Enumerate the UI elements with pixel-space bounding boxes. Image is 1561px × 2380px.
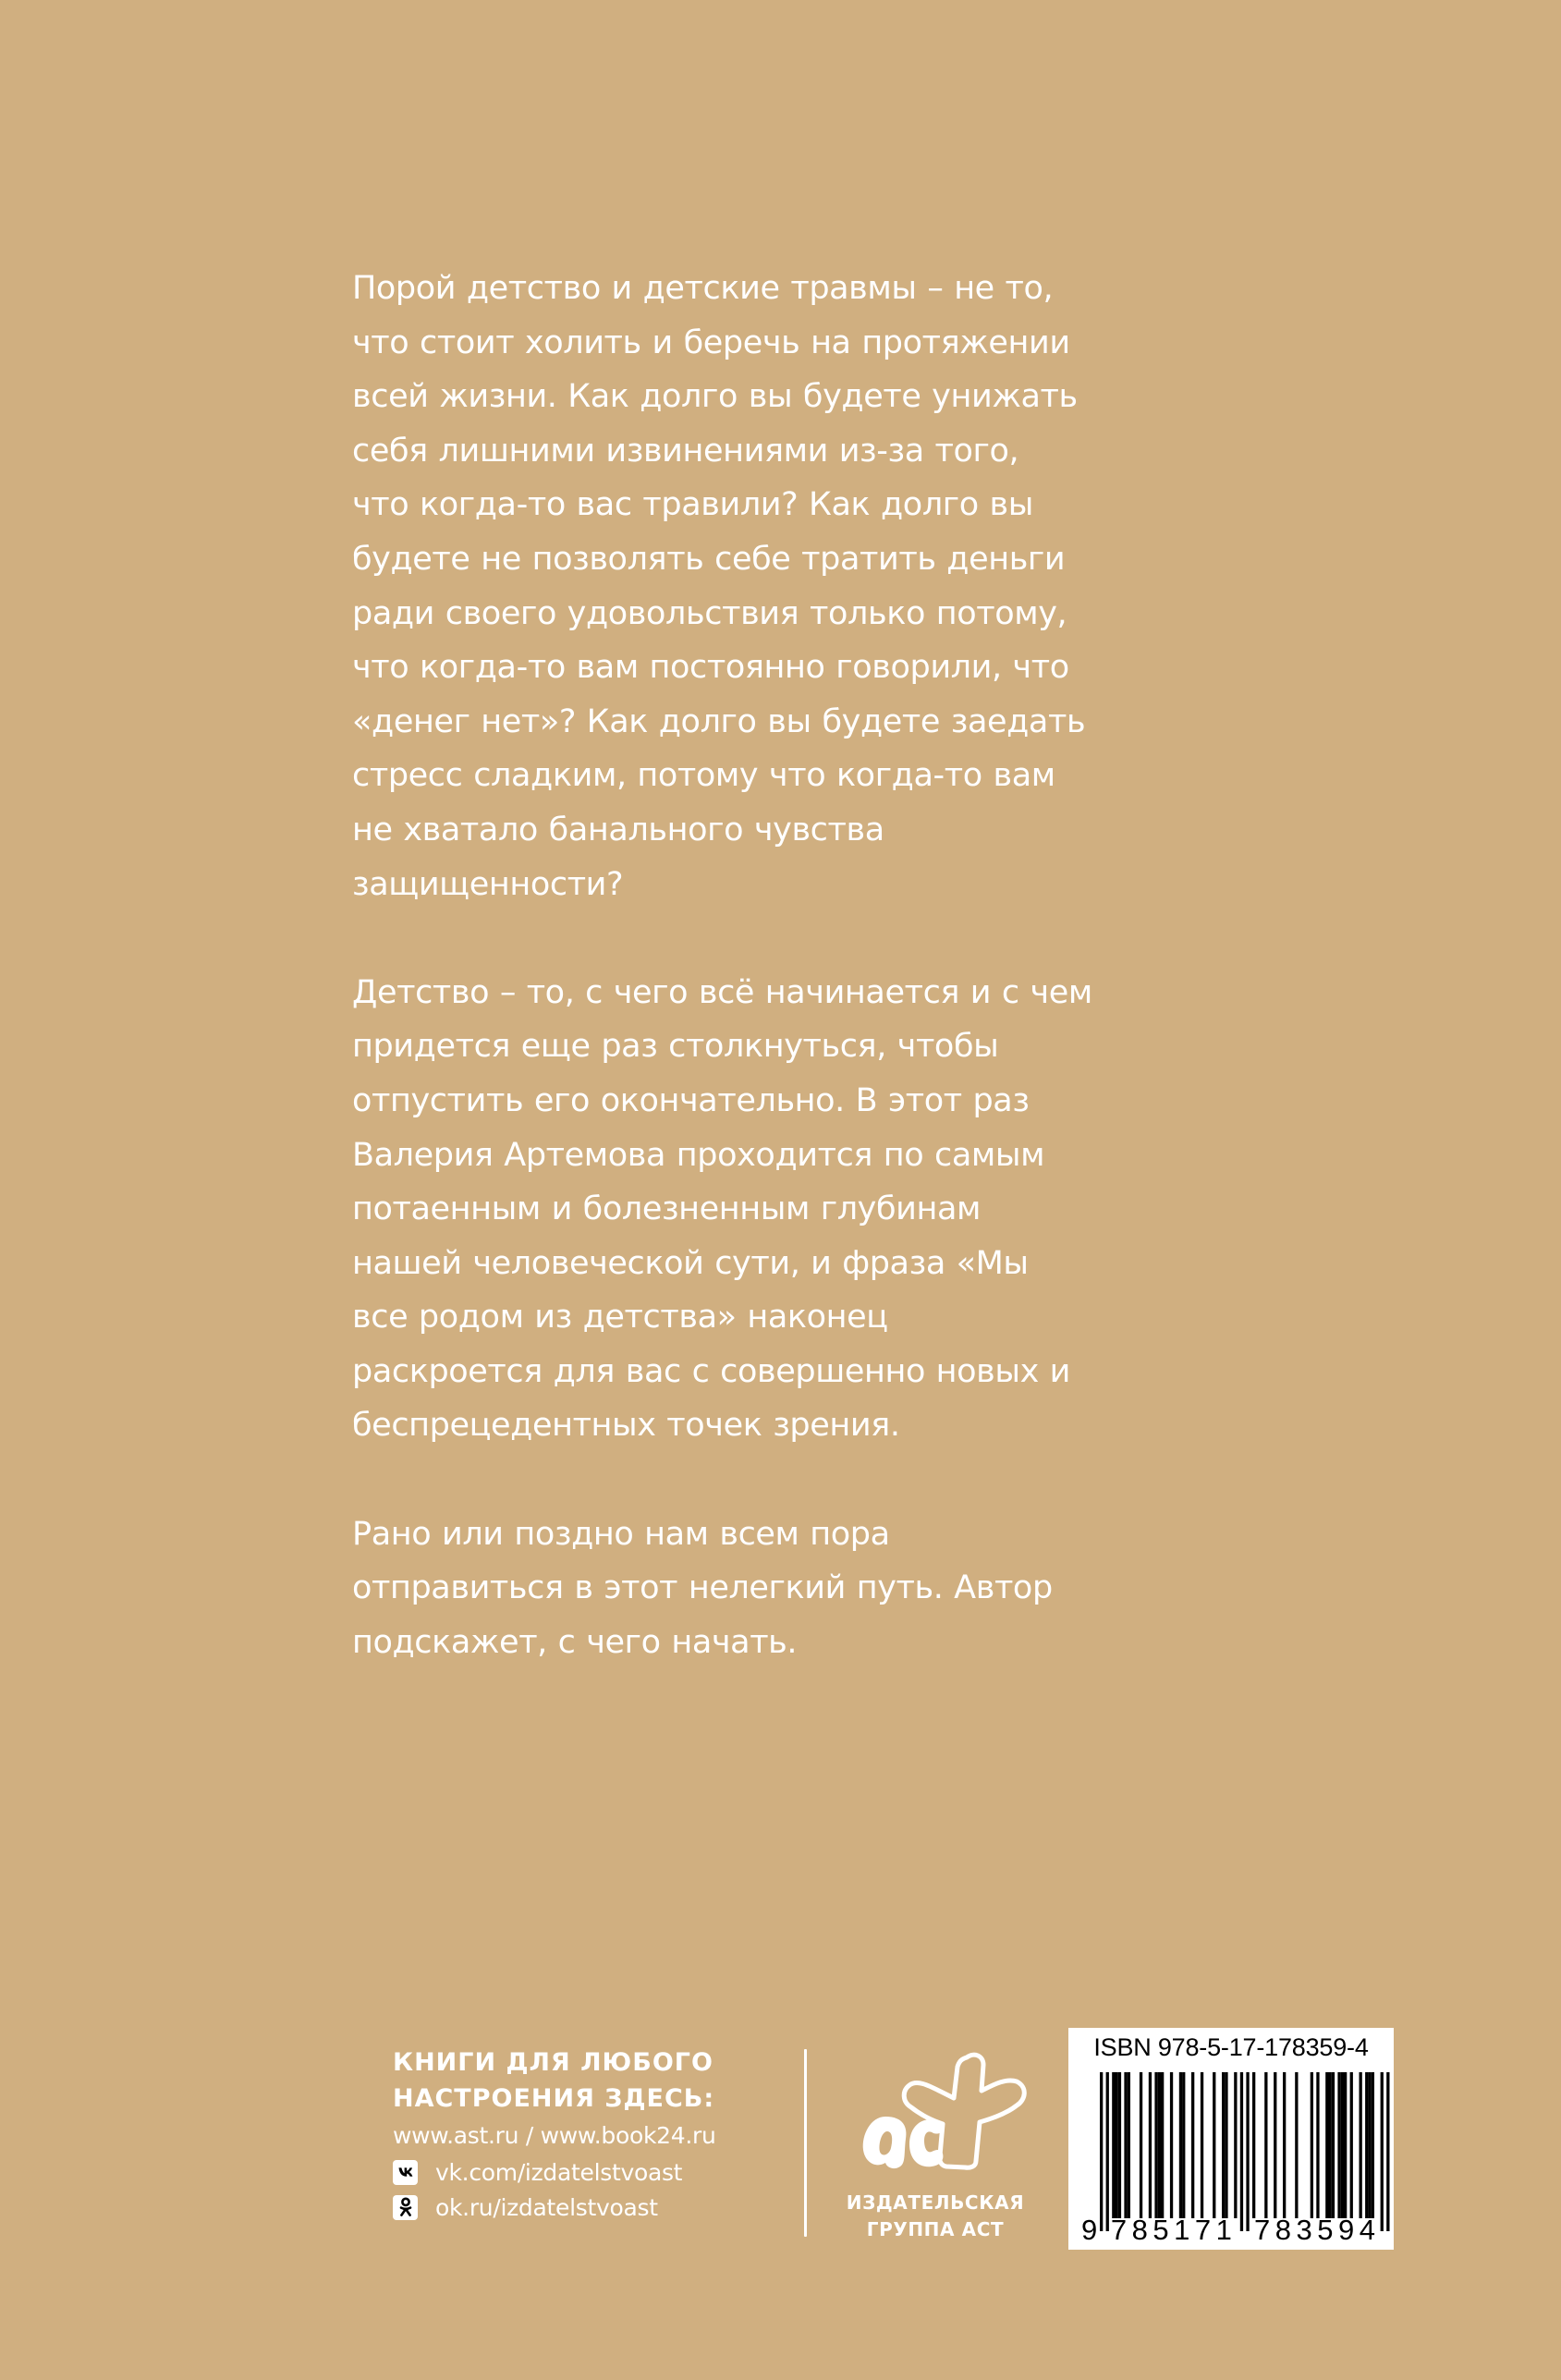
blurb-line: что стоит холить и беречь на протяжении bbox=[352, 323, 1070, 361]
publisher-logo bbox=[843, 2050, 1037, 2244]
blurb-line: Порой детство и детские травмы – не то, bbox=[352, 270, 1054, 307]
svg-text:9: 9 bbox=[1081, 2214, 1098, 2246]
blurb-paragraph-1 bbox=[352, 262, 1239, 911]
publisher-caption-line-1: ИЗДАТЕЛЬСКАЯ bbox=[846, 2191, 1025, 2214]
blurb-line: отправиться в этот нелегкий путь. Автор bbox=[352, 1569, 1053, 1607]
isbn-label: ISBN 978-5-17-178359-4 bbox=[1093, 2033, 1369, 2061]
website-links[interactable]: www.ast.ru / www.book24.ru bbox=[393, 2122, 716, 2149]
barcode-icon bbox=[1068, 2028, 1394, 2250]
blurb-line: подскажет, с чего начать. bbox=[352, 1623, 798, 1661]
svg-text:783594: 783594 bbox=[1254, 2214, 1381, 2246]
book-blurb bbox=[352, 262, 1239, 1669]
blurb-line: не хватало банального чувства bbox=[352, 811, 884, 848]
ok-link-text: ok.ru/izdatelstvoast bbox=[435, 2193, 658, 2221]
blurb-paragraph-3 bbox=[352, 1507, 1239, 1670]
publisher-caption-line-2: ГРУППА АСТ bbox=[866, 2218, 1005, 2240]
vk-link-text: vk.com/izdatelstvoast bbox=[435, 2158, 683, 2186]
blurb-line: стресс сладким, потому что когда-то вам bbox=[352, 757, 1055, 795]
ast-logo-icon bbox=[858, 2050, 1033, 2172]
blurb-line: Рано или поздно нам всем пора bbox=[352, 1515, 890, 1553]
blurb-line: себя лишними извинениями из-за того, bbox=[352, 432, 1019, 470]
blurb-line: ради своего удовольствия только потому, bbox=[352, 594, 1067, 632]
blurb-line: беспрецедентных точек зрения. bbox=[352, 1407, 900, 1445]
blurb-line: защищенности? bbox=[352, 865, 624, 903]
blurb-line: Детство – то, с чего всё начинается и с чем bbox=[352, 973, 1092, 1011]
blurb-line: «денег нет»? Как долго вы будете заедать bbox=[352, 702, 1086, 740]
isbn-barcode bbox=[1068, 2028, 1394, 2250]
social-link-vk[interactable] bbox=[393, 2154, 799, 2190]
svg-text:785171: 785171 bbox=[1110, 2214, 1238, 2246]
blurb-line: отпустить его окончательно. В этот раз bbox=[352, 1081, 1030, 1119]
blurb-line: раскроется для вас с совершенно новых и bbox=[352, 1352, 1071, 1390]
ok-icon bbox=[393, 2195, 418, 2220]
blurb-line: Валерия Артемова проходится по самым bbox=[352, 1136, 1045, 1174]
blurb-line: что когда-то вас травили? Как долго вы bbox=[352, 486, 1033, 524]
blurb-line: будете не позволять себе тратить деньги bbox=[352, 540, 1066, 578]
blurb-line: всей жизни. Как долго вы будете унижать bbox=[352, 378, 1078, 416]
vertical-divider bbox=[804, 2049, 807, 2237]
blurb-line: нашей человеческой сути, и фраза «Мы bbox=[352, 1244, 1029, 1282]
blurb-line: что когда-то вам постоянно говорили, что bbox=[352, 649, 1069, 687]
blurb-line: все родом из детства» наконец bbox=[352, 1299, 888, 1336]
promo-heading-line-1: КНИГИ ДЛЯ ЛЮБОГО bbox=[393, 2048, 713, 2077]
social-link-ok[interactable] bbox=[393, 2190, 799, 2225]
promo-heading-line-2: НАСТРОЕНИЯ ЗДЕСЬ: bbox=[393, 2084, 715, 2113]
blurb-line: потаенным и болезненным глубинам bbox=[352, 1190, 982, 1228]
blurb-line: придется еще раз столкнуться, чтобы bbox=[352, 1028, 999, 1066]
publisher-links bbox=[393, 2044, 799, 2225]
vk-icon bbox=[393, 2160, 418, 2185]
blurb-paragraph-2 bbox=[352, 966, 1239, 1453]
